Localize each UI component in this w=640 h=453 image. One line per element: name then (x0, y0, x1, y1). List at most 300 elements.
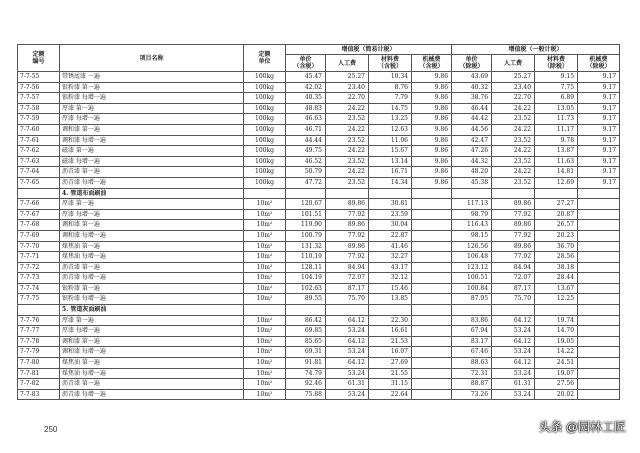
cell-material-incl: 16.61 (369, 326, 412, 337)
cell-material-excl: 6.89 (535, 93, 578, 104)
table-row (18, 252, 620, 263)
cell-labor-simple: 72.07 (326, 273, 369, 284)
cell-labor-general: 75.70 (492, 294, 535, 305)
cell-material-incl: 15.46 (369, 283, 412, 294)
cell-unit-price-incl: 89.55 (286, 294, 326, 305)
cell-name: 磁漆 第一遍 (60, 146, 244, 157)
cell-material-excl: 27.27 (535, 199, 578, 210)
cell-code: 7-7-62 (18, 146, 60, 157)
cell-machine-excl: 9.17 (578, 114, 620, 125)
cell-unit-price-excl: 123.12 (452, 262, 492, 273)
cell-material-incl: 14.75 (369, 103, 412, 114)
cell-labor-simple: 23.52 (326, 156, 369, 167)
cell-material-incl: 11.06 (369, 135, 412, 146)
cell-labor-general: 77.92 (492, 209, 535, 220)
table-row (18, 368, 620, 379)
header-name: 项目名称 (60, 45, 244, 72)
cell-name: 厚漆 每增一遍 (60, 326, 244, 337)
cell-unit-price-incl: 110.19 (286, 252, 326, 263)
cell-unit: 10m² (244, 379, 286, 390)
cell-machine-incl (412, 199, 452, 210)
cell-code: 7-7-75 (18, 294, 60, 305)
cell-labor-simple: 23.52 (326, 177, 369, 188)
cell-labor-general: 22.70 (492, 93, 535, 104)
cell-labor-general: 89.86 (492, 199, 535, 210)
cell-material-excl: 13.05 (535, 103, 578, 114)
cell-name: 调和漆 每增一遍 (60, 230, 244, 241)
table-row (18, 72, 620, 83)
cell-unit: 10m² (244, 230, 286, 241)
table-row (18, 347, 620, 358)
cell-unit-price-incl: 49.75 (286, 146, 326, 157)
cell-labor-general: 23.40 (492, 82, 535, 93)
cell-unit: 100kg (244, 124, 286, 135)
cell-machine-excl (578, 358, 620, 369)
cell-machine-excl (578, 209, 620, 220)
cell-labor-simple: 23.52 (326, 135, 369, 146)
cell-name: 煤焦油 第一遍 (60, 241, 244, 252)
cell-code (18, 188, 60, 199)
table-row (18, 326, 620, 337)
cell-unit-price-excl: 38.76 (452, 93, 492, 104)
cell-machine-excl: 9.17 (578, 156, 620, 167)
cell-material-excl: 13.87 (535, 146, 578, 157)
cell-unit: 100kg (244, 72, 286, 83)
cell-unit-price-incl: 42.02 (286, 82, 326, 93)
cell-code: 7-7-74 (18, 283, 60, 294)
cell-material-excl: 38.18 (535, 262, 578, 273)
cell-labor-general: 61.31 (492, 379, 535, 390)
cell-unit: 10m² (244, 199, 286, 210)
cell-unit-price-excl: 67.94 (452, 326, 492, 337)
cell-machine-excl (578, 199, 620, 210)
cell-material-incl: 27.69 (369, 358, 412, 369)
cell-machine-incl: 9.86 (412, 114, 452, 125)
cell-empty (578, 188, 620, 199)
cell-material-incl: 22.30 (369, 315, 412, 326)
cell-machine-excl: 9.17 (578, 135, 620, 146)
cell-unit: 100kg (244, 82, 286, 93)
cell-code: 7-7-79 (18, 347, 60, 358)
cell-empty (492, 188, 535, 199)
cell-name: 带锈底漆 一遍 (60, 72, 244, 83)
cell-unit-price-incl: 46.63 (286, 114, 326, 125)
cell-machine-excl: 9.17 (578, 146, 620, 157)
cell-unit-price-excl: 44.42 (452, 114, 492, 125)
cell-unit-price-excl: 42.47 (452, 135, 492, 146)
cell-machine-incl (412, 358, 452, 369)
cell-material-excl: 13.67 (535, 283, 578, 294)
cell-name: 调和漆 第一遍 (60, 124, 244, 135)
table-row (18, 177, 620, 188)
cell-material-incl: 10.34 (369, 72, 412, 83)
cell-name: 厚漆 第一遍 (60, 315, 244, 326)
cell-labor-general: 53.24 (492, 347, 535, 358)
cell-material-excl: 20.02 (535, 389, 578, 400)
cell-machine-incl (412, 241, 452, 252)
cell-machine-excl: 9.17 (578, 177, 620, 188)
cell-labor-general: 84.94 (492, 262, 535, 273)
cell-name: 沥青漆 第一遍 (60, 167, 244, 178)
section-title: 4. 管道布面刷油 (60, 188, 244, 199)
cell-unit-price-incl: 128.11 (286, 262, 326, 273)
cell-labor-simple: 64.12 (326, 358, 369, 369)
table-header (18, 45, 620, 72)
cell-material-incl: 30.81 (369, 199, 412, 210)
cell-labor-general: 24.22 (492, 146, 535, 157)
cell-empty (492, 305, 535, 316)
page-number: 250 (44, 425, 58, 434)
cell-code: 7-7-77 (18, 326, 60, 337)
cell-unit-price-incl: 47.72 (286, 177, 326, 188)
cell-machine-excl (578, 336, 620, 347)
cell-material-incl: 15.67 (369, 146, 412, 157)
cell-code: 7-7-59 (18, 114, 60, 125)
cell-material-excl: 9.15 (535, 72, 578, 83)
cell-machine-incl (412, 273, 452, 284)
cell-code: 7-7-72 (18, 262, 60, 273)
cell-machine-excl: 9.17 (578, 167, 620, 178)
cell-machine-excl (578, 220, 620, 231)
cell-unit: 100kg (244, 135, 286, 146)
cell-machine-incl (412, 326, 452, 337)
cell-material-excl: 9.78 (535, 135, 578, 146)
table-body (18, 72, 620, 400)
cell-name: 磁漆 每增一遍 (60, 156, 244, 167)
cell-code: 7-7-69 (18, 230, 60, 241)
cell-machine-incl (412, 209, 452, 220)
cell-machine-incl (412, 252, 452, 263)
cell-machine-incl (412, 262, 452, 273)
cell-material-incl: 21.53 (369, 336, 412, 347)
cell-labor-simple: 53.24 (326, 389, 369, 400)
cell-unit-price-incl: 100.79 (286, 230, 326, 241)
cell-labor-general: 24.22 (492, 167, 535, 178)
cell-material-incl: 32.12 (369, 273, 412, 284)
cell-unit: 10m² (244, 326, 286, 337)
cell-machine-incl: 9.86 (412, 103, 452, 114)
cell-code: 7-7-64 (18, 167, 60, 178)
header-unit-price-excl: 单价 （除税） (452, 55, 492, 72)
cell-machine-excl: 9.17 (578, 103, 620, 114)
cell-machine-incl (412, 230, 452, 241)
table-row (18, 273, 620, 284)
cell-unit-price-incl: 50.79 (286, 167, 326, 178)
cell-empty (412, 188, 452, 199)
cell-name: 厚漆 第一遍 (60, 199, 244, 210)
header-unit: 定额 单位 (244, 45, 286, 72)
cell-labor-simple: 53.24 (326, 326, 369, 337)
cell-unit-price-excl: 126.56 (452, 241, 492, 252)
cell-unit-price-incl: 45.47 (286, 72, 326, 83)
header-machine-incl: 机械费 （含税） (412, 55, 452, 72)
cell-empty (452, 188, 492, 199)
cell-unit-price-incl: 104.19 (286, 273, 326, 284)
cell-labor-general: 72.07 (492, 273, 535, 284)
cell-material-excl: 20.87 (535, 209, 578, 220)
cell-unit-price-excl: 100.84 (452, 283, 492, 294)
cell-unit-price-excl: 116.43 (452, 220, 492, 231)
table-row (18, 358, 620, 369)
cell-code: 7-7-71 (18, 252, 60, 263)
cell-labor-simple: 24.22 (326, 124, 369, 135)
table-row (18, 167, 620, 178)
table-row (18, 93, 620, 104)
cell-empty (452, 305, 492, 316)
cell-material-incl: 14.34 (369, 177, 412, 188)
cell-material-excl: 11.63 (535, 156, 578, 167)
cell-material-incl: 8.76 (369, 82, 412, 93)
cell-material-excl: 27.56 (535, 379, 578, 390)
cell-unit: 100kg (244, 93, 286, 104)
cell-labor-general: 89.86 (492, 220, 535, 231)
cell-unit-price-excl: 46.44 (452, 103, 492, 114)
cell-labor-simple: 84.94 (326, 262, 369, 273)
cell-labor-simple: 77.92 (326, 252, 369, 263)
cell-material-incl: 13.14 (369, 156, 412, 167)
cell-code: 7-7-68 (18, 220, 60, 231)
cell-material-excl: 14.70 (535, 326, 578, 337)
cell-machine-excl (578, 241, 620, 252)
table-row (18, 241, 620, 252)
cell-code: 7-7-60 (18, 124, 60, 135)
cell-unit-price-excl: 72.31 (452, 368, 492, 379)
cell-labor-simple: 64.12 (326, 315, 369, 326)
cell-name: 煤焦油 第一遍 (60, 358, 244, 369)
cell-labor-general: 64.12 (492, 336, 535, 347)
table-row (18, 379, 620, 390)
cell-material-incl: 16.07 (369, 347, 412, 358)
table-row (18, 283, 620, 294)
cell-unit-price-excl: 98.79 (452, 209, 492, 220)
cell-material-excl: 36.70 (535, 241, 578, 252)
cell-code: 7-7-78 (18, 336, 60, 347)
cell-empty (578, 305, 620, 316)
cell-unit: 10m² (244, 358, 286, 369)
cell-machine-incl: 9.86 (412, 156, 452, 167)
header-code: 定额 编号 (18, 45, 60, 72)
cell-code: 7-7-56 (18, 82, 60, 93)
table-row (18, 135, 620, 146)
cell-unit-price-excl: 47.26 (452, 146, 492, 157)
cell-labor-general: 24.22 (492, 124, 535, 135)
cell-empty (326, 188, 369, 199)
cell-unit-price-excl: 44.56 (452, 124, 492, 135)
cell-machine-excl (578, 389, 620, 400)
cell-machine-incl: 9.86 (412, 167, 452, 178)
cell-material-incl: 41.46 (369, 241, 412, 252)
cell-material-incl: 30.04 (369, 220, 412, 231)
cell-machine-incl: 9.86 (412, 124, 452, 135)
cell-labor-simple: 75.70 (326, 294, 369, 305)
cell-empty (412, 305, 452, 316)
cell-unit-price-incl: 46.52 (286, 156, 326, 167)
cell-material-excl: 20.23 (535, 230, 578, 241)
cell-unit-price-excl: 43.69 (452, 72, 492, 83)
cell-code: 7-7-80 (18, 358, 60, 369)
header-group-simple: 增值税（简易计税） (286, 45, 452, 55)
cell-unit-price-incl: 85.65 (286, 336, 326, 347)
cell-machine-incl (412, 283, 452, 294)
cell-labor-simple: 77.92 (326, 230, 369, 241)
cell-labor-general: 23.52 (492, 114, 535, 125)
cell-code: 7-7-70 (18, 241, 60, 252)
cell-unit: 100kg (244, 103, 286, 114)
cell-material-incl: 23.59 (369, 209, 412, 220)
cell-material-incl: 22.87 (369, 230, 412, 241)
table-row (18, 82, 620, 93)
cell-unit-price-excl: 44.32 (452, 156, 492, 167)
cell-labor-general: 53.24 (492, 368, 535, 379)
cell-material-incl: 13.25 (369, 114, 412, 125)
cell-machine-incl (412, 294, 452, 305)
cell-unit: 10m² (244, 294, 286, 305)
cell-name: 沥青漆 第一遍 (60, 379, 244, 390)
cell-machine-excl (578, 262, 620, 273)
cell-empty (369, 305, 412, 316)
cell-material-incl: 7.79 (369, 93, 412, 104)
cell-machine-incl (412, 220, 452, 231)
cell-machine-excl (578, 283, 620, 294)
table-row (18, 336, 620, 347)
cell-machine-excl: 9.17 (578, 93, 620, 104)
header-material-incl: 材料费 （含税） (369, 55, 412, 72)
cell-unit-price-excl: 45.38 (452, 177, 492, 188)
cell-labor-simple: 53.24 (326, 368, 369, 379)
table-row (18, 209, 620, 220)
cell-machine-excl (578, 326, 620, 337)
table-row (18, 156, 620, 167)
cell-material-excl: 12.25 (535, 294, 578, 305)
cell-code: 7-7-63 (18, 156, 60, 167)
cell-unit: 100kg (244, 146, 286, 157)
cell-labor-general: 25.27 (492, 72, 535, 83)
table-row (18, 124, 620, 135)
cell-unit: 100kg (244, 177, 286, 188)
cell-labor-general: 89.86 (492, 241, 535, 252)
cell-unit: 10m² (244, 368, 286, 379)
cell-name: 厚漆 每增一遍 (60, 114, 244, 125)
cell-unit-price-excl: 67.46 (452, 347, 492, 358)
table-row (18, 103, 620, 114)
cell-code: 7-7-76 (18, 315, 60, 326)
cell-labor-simple: 53.24 (326, 347, 369, 358)
cell-material-incl: 32.27 (369, 252, 412, 263)
cell-labor-simple: 22.70 (326, 93, 369, 104)
cell-labor-general: 77.92 (492, 252, 535, 263)
cell-unit-price-incl: 92.46 (286, 379, 326, 390)
cell-material-excl: 14.81 (535, 167, 578, 178)
table-row (18, 199, 620, 210)
cell-material-excl: 28.56 (535, 252, 578, 263)
cell-machine-excl: 9.17 (578, 82, 620, 93)
cell-unit-price-incl: 119.90 (286, 220, 326, 231)
header-unit-price-incl: 单价 （含税） (286, 55, 326, 72)
cell-machine-excl (578, 252, 620, 263)
cell-labor-simple: 24.22 (326, 146, 369, 157)
cell-name: 沥青漆 第一遍 (60, 262, 244, 273)
cell-labor-simple: 24.22 (326, 103, 369, 114)
section-title: 5. 管道灰面刷油 (60, 305, 244, 316)
cell-unit-price-incl: 120.67 (286, 199, 326, 210)
cell-unit-price-incl: 131.32 (286, 241, 326, 252)
table-row (18, 315, 620, 326)
cell-labor-general: 64.12 (492, 315, 535, 326)
cell-unit-price-incl: 44.44 (286, 135, 326, 146)
cell-labor-general: 87.17 (492, 283, 535, 294)
cell-name: 银粉漆 每增一遍 (60, 294, 244, 305)
cell-labor-general: 53.24 (492, 326, 535, 337)
cell-unit: 10m² (244, 283, 286, 294)
cell-labor-general: 23.52 (492, 156, 535, 167)
cell-machine-excl (578, 315, 620, 326)
cell-code: 7-7-65 (18, 177, 60, 188)
cell-machine-incl: 9.86 (412, 82, 452, 93)
cell-code: 7-7-57 (18, 93, 60, 104)
cell-material-excl: 11.73 (535, 114, 578, 125)
cell-unit-price-excl: 117.13 (452, 199, 492, 210)
cell-unit-price-incl: 48.83 (286, 103, 326, 114)
cell-machine-incl: 9.86 (412, 72, 452, 83)
cell-code: 7-7-73 (18, 273, 60, 284)
cell-empty (286, 305, 326, 316)
cell-unit-price-incl: 75.88 (286, 389, 326, 400)
cell-machine-excl (578, 347, 620, 358)
cell-unit-price-incl: 86.42 (286, 315, 326, 326)
cell-name: 调和漆 每增一遍 (60, 135, 244, 146)
header-group-general: 增值税（一般计税） (452, 45, 620, 55)
cell-labor-simple: 89.86 (326, 220, 369, 231)
cell-material-incl: 16.71 (369, 167, 412, 178)
cell-labor-general: 23.52 (492, 135, 535, 146)
cell-machine-incl (412, 379, 452, 390)
cell-code: 7-7-55 (18, 72, 60, 83)
cell-machine-incl (412, 389, 452, 400)
cell-name: 厚漆 第一遍 (60, 103, 244, 114)
quota-table-sheet (17, 44, 619, 400)
cell-labor-simple: 89.86 (326, 199, 369, 210)
quota-table (17, 44, 620, 400)
cell-labor-general: 24.22 (492, 103, 535, 114)
cell-unit-price-incl: 69.85 (286, 326, 326, 337)
table-row (18, 294, 620, 305)
cell-unit-price-incl: 40.35 (286, 93, 326, 104)
cell-material-excl: 19.07 (535, 368, 578, 379)
cell-unit-price-excl: 100.51 (452, 273, 492, 284)
cell-unit-price-excl: 88.87 (452, 379, 492, 390)
header-labor-simple: 人工费 (326, 55, 369, 72)
cell-unit-price-excl: 83.86 (452, 315, 492, 326)
table-row (18, 230, 620, 241)
cell-material-excl: 11.17 (535, 124, 578, 135)
cell-code: 7-7-82 (18, 379, 60, 390)
cell-empty (286, 188, 326, 199)
cell-material-excl: 14.22 (535, 347, 578, 358)
cell-empty (244, 305, 286, 316)
cell-unit: 10m² (244, 262, 286, 273)
cell-code: 7-7-58 (18, 103, 60, 114)
cell-labor-simple: 77.92 (326, 209, 369, 220)
section-row (18, 305, 620, 316)
cell-material-excl: 19.05 (535, 336, 578, 347)
cell-material-excl: 24.51 (535, 358, 578, 369)
header-material-excl: 材料费 （除税） (535, 55, 578, 72)
cell-name: 调和漆 每增一遍 (60, 347, 244, 358)
cell-unit: 10m² (244, 252, 286, 263)
cell-machine-excl (578, 273, 620, 284)
cell-unit: 10m² (244, 389, 286, 400)
cell-unit-price-excl: 40.32 (452, 82, 492, 93)
